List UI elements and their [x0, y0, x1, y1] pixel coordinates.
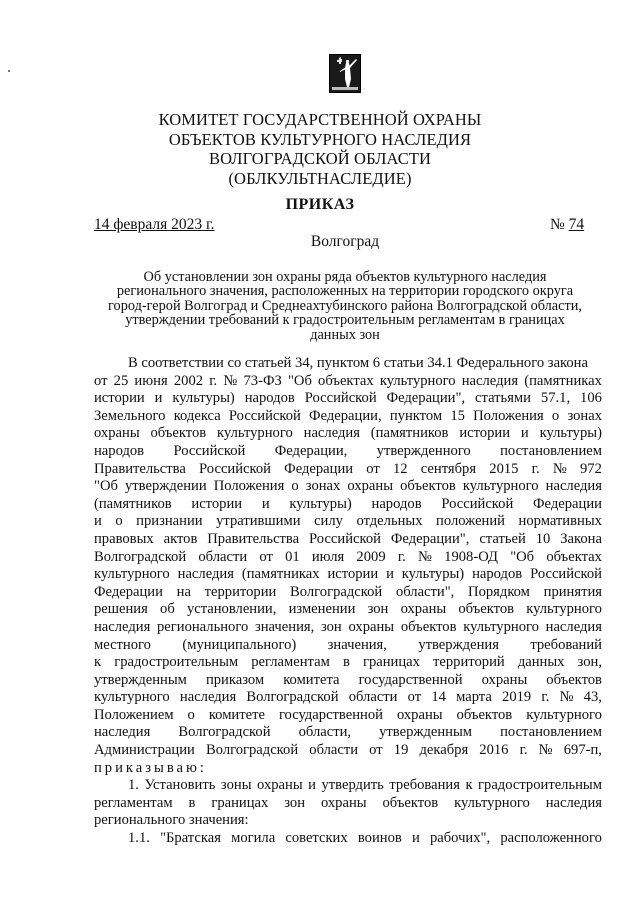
body-word: 43,	[583, 689, 602, 706]
body-word: актов	[163, 530, 198, 547]
body-word: г.	[531, 460, 540, 477]
body-word: Волгоградской	[178, 724, 271, 741]
body-line	[94, 390, 602, 408]
body-line	[94, 689, 602, 707]
body-word: утверждения	[418, 636, 499, 653]
order-number	[550, 216, 584, 234]
body-word: народов	[94, 442, 145, 459]
body-word: 1.1.	[128, 830, 150, 847]
body-word: регламентам	[94, 794, 173, 811]
body-word: 12	[392, 460, 408, 477]
body-word: о	[551, 407, 560, 424]
body-word: и	[386, 566, 394, 583]
body-word: воинов	[357, 830, 402, 847]
body-word: значения,	[254, 618, 315, 635]
body-word: культуры)	[172, 390, 235, 407]
body-word: от	[366, 460, 380, 477]
body-word: сентября	[420, 460, 477, 477]
body-word: утратившими	[216, 513, 301, 530]
body-word: наследия	[94, 724, 151, 741]
body-word: наследия	[177, 566, 234, 583]
body-word: Положением	[94, 706, 174, 723]
body-word: культурного	[526, 601, 602, 618]
body-word: регионального	[157, 618, 249, 635]
body-word: Российской	[441, 495, 514, 512]
body-word: объектов	[382, 794, 439, 811]
body-word: 01	[285, 548, 300, 565]
body-word: (памятников	[94, 495, 172, 512]
org-line: ВОЛГОГРАДСКОЙ ОБЛАСТИ	[208, 149, 432, 168]
body-word: охраны	[396, 706, 443, 723]
body-word: "Об	[287, 372, 312, 389]
order-city: Волгоград	[310, 233, 380, 250]
body-line	[94, 513, 602, 531]
body-word: принятия	[543, 583, 602, 600]
body-word: Администрации	[94, 742, 195, 759]
body-word: Российской	[199, 460, 271, 477]
body-word: культурного	[462, 478, 539, 495]
body-word: культурного	[94, 689, 170, 706]
body-word: культурного	[94, 566, 170, 583]
body-word: на	[176, 583, 191, 600]
org-line: КОМИТЕТ ГОСУДАРСТВЕННОЙ ОХРАНЫ	[158, 110, 482, 129]
body-word: культурного	[463, 618, 539, 635]
body-line	[94, 408, 602, 426]
body-word: 2002	[173, 372, 204, 389]
body-word: народов	[472, 566, 523, 583]
body-word: и	[94, 513, 102, 530]
body-word: значения,	[327, 636, 387, 653]
body-word: 2019	[502, 689, 532, 706]
body-line	[94, 478, 602, 496]
body-word: и	[411, 830, 420, 847]
body-word: 73-ФЗ	[243, 372, 282, 389]
body-word: народов	[371, 495, 422, 512]
body-word: культурного	[454, 794, 530, 811]
body-line	[94, 812, 602, 830]
body-word: зон	[320, 618, 342, 635]
body-word: территорий	[433, 654, 505, 671]
body-text-run: В соответствии со статьей 34, пунктом 6 статьи 34.1 Федерального закона	[128, 355, 588, 371]
body-word: установлении,	[186, 601, 277, 618]
body-word: границах	[362, 654, 420, 671]
body-word: правовых	[94, 530, 154, 547]
subject-line: город-герой Волгоград и Среднеахтубинского района Волгоградской области,	[108, 297, 582, 314]
body-word: зон,	[577, 654, 602, 671]
body-word: 19	[393, 742, 409, 759]
body-word: области	[348, 689, 398, 706]
body-word: объектах	[318, 372, 374, 389]
body-line	[94, 425, 602, 443]
body-word: от	[94, 372, 108, 389]
body-word: в	[188, 794, 196, 811]
body-word: и	[308, 777, 316, 794]
body-word: от	[407, 689, 422, 706]
body-word: Волгоградской	[94, 548, 187, 565]
body-word: культурного	[379, 372, 456, 389]
body-word: кодекса	[173, 407, 221, 424]
body-word: наследия	[94, 618, 151, 635]
body-word: Российской	[173, 442, 246, 459]
body-word: Федерации,	[274, 442, 348, 459]
body-word: культурного	[526, 706, 602, 723]
body-word: Земельного	[94, 407, 166, 424]
body-word: 697-п,	[563, 742, 602, 759]
body-word: зонах	[567, 407, 602, 424]
body-line	[94, 584, 602, 602]
body-word: Федерации,	[309, 407, 382, 424]
body-word: местного	[94, 636, 151, 653]
body-line	[94, 601, 602, 619]
body-word: 1.	[128, 777, 139, 794]
body-word: №	[552, 460, 567, 477]
body-word: постановлением	[500, 724, 602, 741]
body-word: наследия	[303, 425, 360, 442]
body-word: июля	[311, 548, 345, 565]
body-line	[94, 549, 602, 567]
body-word: объектов	[150, 425, 207, 442]
body-word: области,	[298, 724, 352, 741]
body-word: объектов	[546, 671, 602, 688]
body-word: области	[198, 548, 248, 565]
body-word: объектах	[546, 548, 602, 565]
body-word: изменении	[288, 601, 356, 618]
body-word: Российской	[530, 566, 602, 583]
body-word: 2015	[489, 460, 519, 477]
body-word: г.	[209, 372, 218, 389]
body-word: "Об	[510, 548, 535, 565]
body-word: охраны	[94, 425, 140, 442]
body-word: и	[261, 495, 270, 512]
order-title: ПРИКАЗ	[285, 196, 355, 213]
body-word: №	[223, 372, 238, 389]
body-word: утвержденным	[379, 724, 473, 741]
body-word: народов	[244, 390, 295, 407]
body-word: от	[259, 548, 273, 565]
body-line	[94, 795, 602, 813]
body-line	[94, 637, 602, 655]
body-line	[94, 619, 602, 637]
body-word: Волгоградской	[205, 742, 299, 759]
body-word: статьями	[475, 390, 531, 407]
body-word: Российской	[304, 390, 377, 407]
body-word: охраны	[400, 601, 447, 618]
body-word: Установить	[144, 777, 216, 794]
order-body-text	[94, 355, 602, 848]
body-line	[94, 777, 602, 795]
order-subject	[80, 270, 610, 342]
body-word: решения	[94, 601, 148, 618]
body-word: истории	[459, 425, 510, 442]
body-word: "Братская	[160, 830, 221, 847]
body-word: государственной	[358, 671, 463, 688]
body-word: утвердить	[321, 777, 384, 794]
body-word: 972	[580, 460, 602, 477]
body-word: утвержденным	[94, 671, 187, 688]
body-word: в	[342, 654, 350, 671]
body-word: области",	[395, 583, 455, 600]
body-word: "Об	[94, 478, 118, 495]
body-line	[94, 443, 602, 461]
body-word: требований	[530, 636, 602, 653]
body-word: силу	[314, 513, 343, 530]
body-word: расположенного	[500, 830, 602, 847]
body-word: статьей	[479, 530, 526, 547]
body-word: истории	[327, 566, 379, 583]
body-word: культуры)	[289, 495, 352, 512]
body-word: г.	[541, 689, 550, 706]
body-word: признании	[136, 513, 203, 530]
body-word: Правительства	[94, 460, 186, 477]
body-line	[94, 830, 602, 848]
body-word: Российской	[228, 407, 301, 424]
body-line	[94, 531, 602, 549]
body-word: Федерации",	[390, 530, 470, 547]
body-word: объектов	[458, 601, 515, 618]
body-word: зоны	[220, 777, 252, 794]
body-word: рабочих",	[429, 830, 491, 847]
body-word: истории	[191, 495, 243, 512]
body-word: Правительства	[207, 530, 300, 547]
body-word: постановлением	[500, 442, 602, 459]
body-word: отдельных	[356, 513, 423, 530]
body-word: утверждении	[125, 478, 207, 495]
subject-line: утверждении требований к градостроительным регламентам в границах	[125, 312, 565, 329]
body-line	[94, 373, 602, 391]
body-word: Положения	[473, 407, 544, 424]
body-word: культуры)	[401, 566, 465, 583]
body-line	[94, 707, 602, 725]
order-number-prefix: №	[550, 216, 569, 233]
body-word: 106	[580, 390, 602, 407]
body-word: требования	[389, 777, 460, 794]
body-text-run: приказываю:	[94, 759, 207, 776]
coat-of-arms-emblem	[329, 54, 361, 93]
body-word: утвержденного	[376, 442, 471, 459]
body-word: охраны	[347, 478, 394, 495]
body-line	[94, 654, 602, 672]
body-word: зонах	[305, 478, 341, 495]
body-word: границах	[211, 794, 269, 811]
body-word: Волгоградской	[246, 689, 339, 706]
body-line	[94, 355, 602, 373]
body-word: о	[187, 706, 195, 723]
body-word: к	[465, 777, 473, 794]
body-word: Закона	[560, 530, 602, 547]
order-date: 14 февраля 2023 г.	[94, 216, 215, 233]
body-line	[94, 496, 602, 514]
org-line: ОБЪЕКТОВ КУЛЬТУРНОГО НАСЛЕДИЯ	[168, 129, 472, 149]
body-word: регламентам	[251, 654, 330, 671]
subject-line: данных зон	[310, 326, 380, 343]
body-word: июня	[134, 372, 168, 389]
body-word: №	[538, 742, 553, 759]
body-word: объектов	[400, 618, 457, 635]
body-word: охраны	[257, 777, 303, 794]
body-word: №	[418, 548, 432, 565]
body-word: Положения	[213, 478, 285, 495]
body-word: Российской	[309, 530, 381, 547]
body-word: наследия	[545, 794, 602, 811]
body-word: марта	[456, 689, 492, 706]
body-word: советских	[285, 830, 348, 847]
body-word: положений	[436, 513, 505, 530]
body-word: от	[369, 742, 383, 759]
body-word: охраны	[348, 618, 395, 635]
subject-line: регионального значения, расположенных на территории городского округа	[116, 283, 574, 300]
body-word: наследия	[179, 689, 237, 706]
body-word: государственной	[278, 706, 383, 723]
body-word: области	[309, 742, 359, 759]
body-line	[94, 672, 602, 690]
body-word: культуры)	[539, 425, 602, 442]
body-word: могила	[231, 830, 276, 847]
body-word: данных	[517, 654, 565, 671]
body-word: 1908-ОД	[444, 548, 498, 565]
body-line	[94, 566, 602, 584]
body-word: декабря	[419, 742, 469, 759]
body-word: о	[115, 513, 123, 530]
subject-line: Об установлении зон охраны ряда объектов культурного наследия	[143, 269, 547, 285]
body-word: территории	[204, 583, 277, 600]
body-word: и	[154, 390, 163, 407]
body-word: (памятниках	[241, 566, 320, 583]
body-word: 10	[535, 530, 551, 547]
body-line	[94, 461, 602, 479]
body-word: градостроительным	[114, 654, 239, 671]
body-word: 25	[113, 372, 129, 389]
body-line	[94, 724, 602, 742]
body-word: истории	[94, 390, 145, 407]
body-word: Волгоградской	[290, 583, 383, 600]
body-word: Порядком	[468, 583, 530, 600]
body-word: охраны	[481, 671, 528, 688]
body-word: пунктом	[389, 407, 443, 424]
body-word: (памятниках	[524, 372, 602, 389]
body-text-run: регионального значения:	[94, 812, 249, 829]
body-word: №	[559, 689, 574, 706]
body-word: об	[160, 601, 175, 618]
body-word: (муниципального)	[182, 636, 297, 653]
body-word: г.	[397, 548, 406, 565]
body-word: 2016	[479, 742, 509, 759]
body-word: Федерации	[94, 583, 163, 600]
body-word: охраны	[320, 794, 367, 811]
body-word: 15	[450, 407, 465, 424]
body-word: наследия	[461, 372, 519, 389]
body-word: и	[520, 425, 529, 442]
body-word: наследия	[545, 478, 602, 495]
body-word: 57.1,	[540, 390, 571, 407]
body-word: Федерации	[284, 460, 354, 477]
body-word: о	[291, 478, 299, 495]
body-word: Федерации	[533, 495, 602, 512]
body-word: наследия	[545, 618, 602, 635]
scan-margin-mark	[8, 70, 10, 72]
body-word: объектов	[400, 478, 456, 495]
body-word: градостроительным	[478, 777, 602, 794]
org-line: (ОБЛКУЛЬТНАСЛЕДИЕ)	[228, 168, 412, 188]
body-word: приказом	[205, 671, 265, 688]
body-line	[94, 760, 602, 778]
body-word: (памятников	[370, 425, 449, 442]
body-word: комитете	[208, 706, 265, 723]
body-word: нормативных	[518, 513, 602, 530]
body-word: г.	[519, 742, 528, 759]
body-word: Федерации",	[386, 390, 466, 407]
body-word: к	[94, 654, 102, 671]
order-number-value: 74	[568, 216, 585, 233]
body-word: 14	[431, 689, 446, 706]
body-word: зон	[284, 794, 306, 811]
body-word: культурного	[217, 425, 293, 442]
body-word: комитета	[283, 671, 340, 688]
body-word: 2009	[356, 548, 386, 565]
body-word: зон	[367, 601, 389, 618]
body-word: объектов	[456, 706, 513, 723]
body-line	[94, 742, 602, 760]
organization-name	[0, 110, 640, 188]
